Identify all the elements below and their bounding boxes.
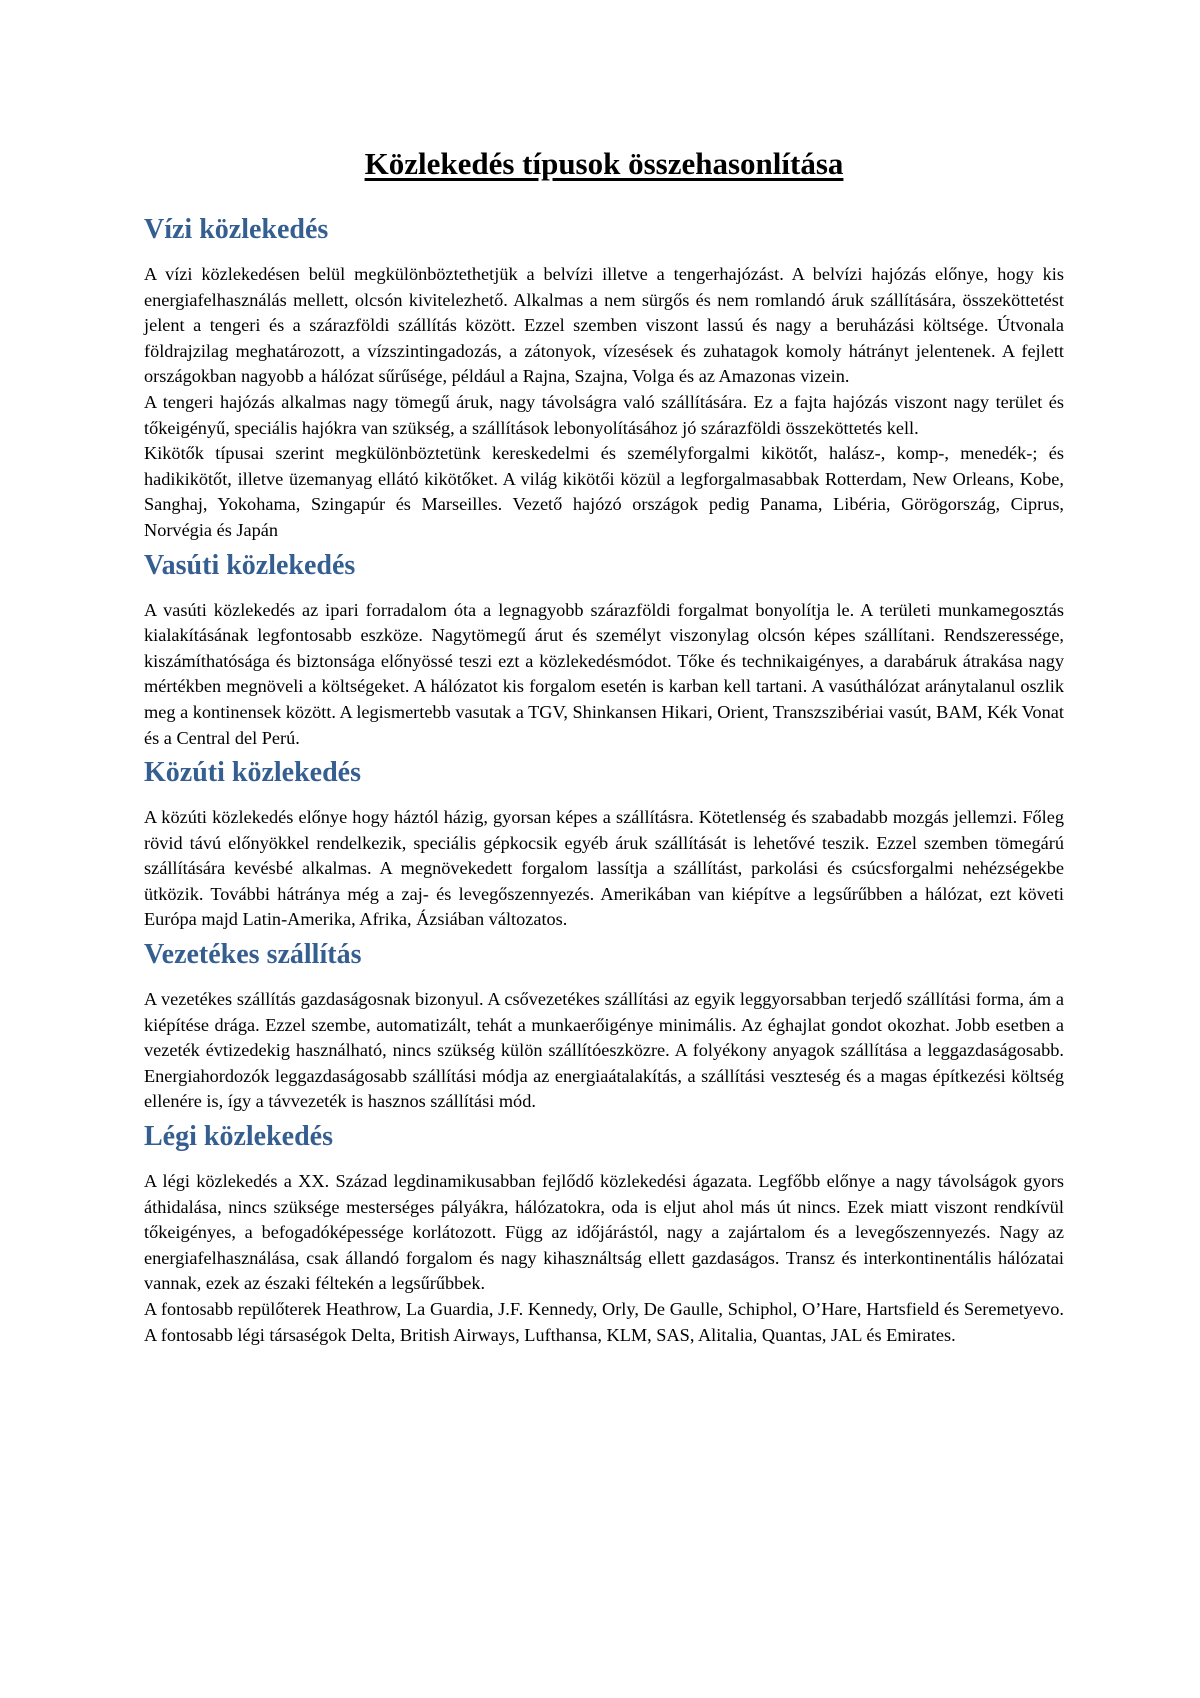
section-legi <box>144 1119 1064 1348</box>
paragraph: A vízi közlekedésen belül megkülönböztethetjük a belvízi illetve a tengerhajózást. A belvízi hajózás előnye, hogy kis energiafelhasználás mellett, olcsón kivitelezhető. Alkalmas a nem sürgős és nem romlandó áruk szállítására, összeköttetést jelent a tengeri és a szárazföldi szállítás között. Ezzel szemben viszont lassú és nagy a beruházási költsége. Útvonala földrajzilag meghatározott, a vízszintingadozás, a zátonyok, vízesések és zuhatagok komoly hátrányt jelentenek. A fejlett országokban nagyobb a hálózat sűrűsége, például a Rajna, Szajna, Volga és az Amazonas vizein. <box>144 264 1064 387</box>
paragraph: A tengeri hajózás alkalmas nagy tömegű áruk, nagy távolságra való szállítására. Ez a fajta hajózás viszont nagy terület és tőkeigényű, speciális hajókra van szükség, a szállítások lebonyolításához jó szárazföldi összeköttetés kell. <box>144 391 1064 438</box>
section-heading-legi: Légi közlekedés <box>144 1121 333 1153</box>
section-heading-vezetekes: Vezetékes szállítás <box>144 939 362 971</box>
section-heading-kozuti: Közúti közlekedés <box>144 757 361 789</box>
section-vasuti <box>144 548 1064 752</box>
document-page <box>144 144 1064 1352</box>
section-heading-vizi: Vízi közlekedés <box>144 214 329 245</box>
paragraph: A közúti közlekedés előnye hogy háztól házig, gyorsan képes a szállításra. Kötetlenség és szabadabb mozgás jellemzi. Főleg rövid távú előnyökkel rendelkezik, speciális gépkocsik egyéb áruk szállítását is lehetővé teszik. Ezzel szemben tömegárú szállítására kevésbé alkalmas. A megnövekedett forgalom lassítja a szállítást, parkolási és csúcsforgalmi nehézségekbe ütközik. További hátránya még a zaj- és levegőszennyezés. Amerikában van kiépítve a legsűrűbben a hálózat, ezt követi Európa majd Latin-Amerika, Afrika, Ázsiában változatos. <box>144 807 1064 930</box>
paragraph: Kikötők típusai szerint megkülönböztetünk kereskedelmi és személyforgalmi kikötőt, halász-, komp-, menedék-; és hadikikötőt, illetve üzemanyag ellátó kikötőket. A világ kikötői közül a legforgalmasabbak Rotterdam, New Orleans, Kobe, Sanghaj, Yokohama, Szingapúr és Marseilles. Vezető hajózó országok pedig Panama, Libéria, Görögország, Ciprus, Norvégia és Japán <box>144 443 1064 540</box>
paragraph: A vezetékes szállítás gazdaságosnak bizonyul. A csővezetékes szállítási az egyik leggyorsabban terjedő szállítási forma, ám a kiépítése drága. Ezzel szembe, automatizált, tehát a munkaerőigénye minimális. Az éghajlat gondot okozhat. Jobb esetben a vezeték évtizedekig használható, nincs szükség külön szállítóeszközre. A folyékony anyagok szállítása a leggazdaságosabb. Energiahordozók leggazdaságosabb szállítási módja az energiaátalakítás, a szállítási veszteség és a magas építkezési költség ellenére is, így a távvezeték is hasznos szállítási mód. <box>144 989 1064 1112</box>
section-vizi <box>144 212 1064 544</box>
paragraph: A légi közlekedés a XX. Század legdinamikusabban fejlődő közlekedési ágazata. Legfőbb előnye a nagy távolságok gyors áthidalása, nincs szüksége mesterséges pályákra, hálózatokra, oda is eljut ahol más út nincs. Ezek miatt viszont rendkívül tőkeigényes, a befogadóképessége korlátozott. Függ az időjárástól, nagy a zajártalom és a levegőszennyezés. Nagy az energiafelhasználása, csak állandó forgalom és nagy kihasználtság ellett gazdaságos. Transz és interkontinentális hálózatai vannak, ezek az északi féltekén a legsűrűbbek. <box>144 1171 1064 1294</box>
section-vezetekes <box>144 937 1064 1115</box>
document-title: Közlekedés típusok összehasonlítása <box>364 146 844 181</box>
paragraph: A vasúti közlekedés az ipari forradalom óta a legnagyobb szárazföldi forgalmat bonyolítja le. A területi munkamegosztás kialakításának legfontosabb eszköze. Nagytömegű árut és személyt viszonylag olcsón képes szállítani. Rendszeressége, kiszámíthatósága és biztonsága előnyössé teszi ezt a közlekedésmódot. Tőke és technikaigényes, a darabáruk átrakása nagy mértékben megnöveli a költségeket. A hálózatot kis forgalom esetén is karban kell tartani. A vasúthálózat aránytalanul oszlik meg a kontinensek között. A legismertebb vasutak a TGV, Shinkansen Hikari, Orient, Transzszibériai vasút, BAM, Kék Vonat és a Central del Perú. <box>144 599 1064 748</box>
paragraph: A fontosabb repülőterek Heathrow, La Guardia, J.F. Kennedy, Orly, De Gaulle, Schiphol, O’Hare, Hartsfield és Seremetyevo. A fontosabb légi társaségok Delta, British Airways, Lufthansa, KLM, SAS, Alitalia, Quantas, JAL és Emirates. <box>144 1299 1064 1345</box>
section-kozuti <box>144 755 1064 933</box>
section-heading-vasuti: Vasúti közlekedés <box>144 549 356 581</box>
